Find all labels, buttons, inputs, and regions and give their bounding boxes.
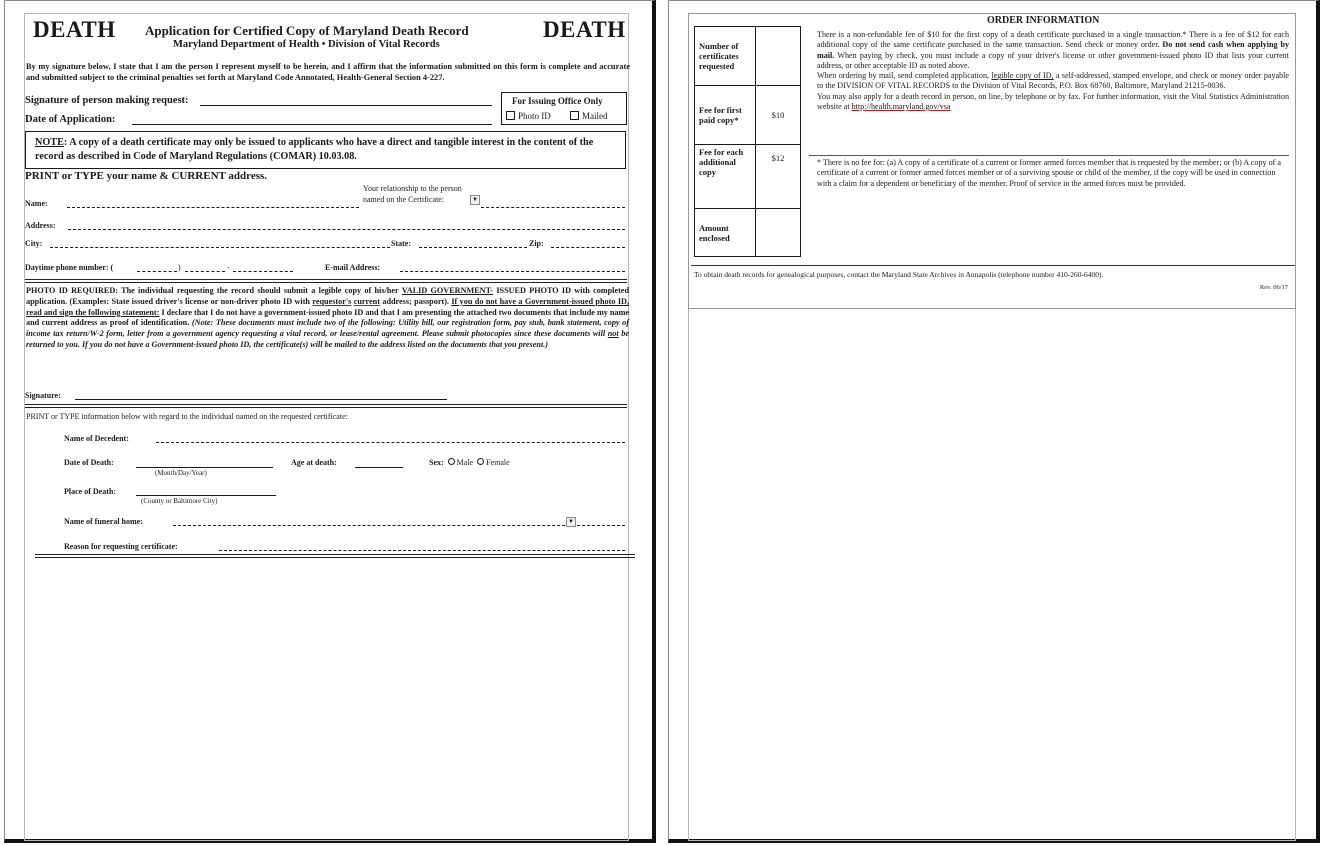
sex-male-radio[interactable] <box>448 458 455 465</box>
sex-female-radio[interactable] <box>477 458 484 465</box>
print-info-heading: PRINT or TYPE information below with regard to the individual named on the requested certificate: <box>26 412 348 421</box>
issuing-office-title: For Issuing Office Only <box>512 96 603 106</box>
photo-id-current: current <box>353 296 380 306</box>
order-info-legible-id: legible copy of ID, <box>991 71 1054 81</box>
sex-group <box>429 458 510 467</box>
form-subtitle: Maryland Department of Health • Division of Vital Records <box>173 39 440 50</box>
order-info-check: When paying by check, you must include a copy of your driver's license or other government-issued photo ID that lists your current address, or other acceptable ID as noted above. <box>817 50 1289 70</box>
section-divider-1 <box>25 279 627 283</box>
signature2-label: Signature: <box>25 391 61 400</box>
section-divider-2 <box>25 404 627 408</box>
place-label: Place of Death: <box>64 487 116 496</box>
email-label: E-mail Address: <box>325 263 381 272</box>
order-row <box>695 86 801 145</box>
place-hint: (County or Baltimore City) <box>141 497 218 505</box>
order-title: ORDER INFORMATION <box>987 15 1100 26</box>
dod-label: Date of Death: <box>64 458 114 467</box>
order-label-additional: Fee for each additional copy <box>695 145 756 209</box>
photo-id-checkbox[interactable] <box>506 111 515 120</box>
sex-label: Sex: <box>429 458 444 467</box>
sex-male-label: Male <box>456 458 474 467</box>
name-label: Name: <box>25 199 48 208</box>
order-label-number: Number of certificates requested <box>695 27 756 86</box>
order-info-mail: When ordering by mail, send completed application, <box>817 71 990 81</box>
email-field[interactable] <box>400 271 625 272</box>
page-one <box>4 0 656 843</box>
order-info-mail-2: a self-addressed, stamped envelope, and check or money order payable to the DIVISION OF VITAL RECORDS to the Division of Vital Records, P.O. Box 68760, Baltimore, Maryland 21215-0036. <box>817 71 1289 91</box>
date-label: Date of Application: <box>25 114 116 125</box>
note-body: : A copy of a death certificate may only be issued to applicants who have a direct and tangible interest in the content of the record as described in Code of Maryland Regulations (COMAR) 10.03.08. <box>35 137 594 162</box>
header-left: DEATH <box>33 17 116 42</box>
zip-label: Zip: <box>529 239 544 248</box>
date-field[interactable] <box>132 124 492 125</box>
relationship-field[interactable] <box>481 207 625 208</box>
issuing-office-box <box>501 92 627 125</box>
order-info-apply: You may also apply for a death record in person, on line, by telephone or by fax. For further information, visit the Vital Statistics Administration website at <box>817 91 1289 112</box>
order-label-first-copy: Fee for first paid copy* <box>695 86 756 145</box>
photo-id-note-2: be returned to you. If you do not have a Government-issued photo ID, the certificate(s) will be mailed to the address listed on the documents that you present.) <box>26 329 629 349</box>
signature-field[interactable] <box>200 105 492 106</box>
photo-id-requestor: requestor's <box>312 296 352 306</box>
relationship-label-2: named on the Certificate: <box>363 195 445 204</box>
phone-line-field[interactable] <box>233 271 293 272</box>
note-text <box>35 136 605 164</box>
archives-text: To obtain death records for genealogical purposes, contact the Maryland State Archives in Annapolis (telephone number 410-260-6400). <box>694 270 1104 279</box>
phone-prefix-field[interactable] <box>185 271 225 272</box>
print-heading: PRINT or TYPE your name & CURRENT address. <box>25 170 268 182</box>
relationship-label-1: Your relationship to the person <box>363 184 462 193</box>
photo-id-valid: VALID GOVERNMENT- <box>401 286 494 295</box>
dod-hint: (Month/Day/Year) <box>155 469 207 477</box>
state-field[interactable] <box>419 247 527 248</box>
affirmation-text: By my signature below, I state that I am the person I represent myself to be herein, and I affirm that the information submitted on this form is complete and accurate and submitted subject to the criminal penalties set forth at Maryland Code Annotated, Health-General Section 4-227. <box>26 62 630 82</box>
order-table <box>694 26 801 257</box>
photo-id-not: not <box>607 329 619 339</box>
zip-field[interactable] <box>551 247 625 248</box>
photo-id-label: Photo ID <box>518 111 551 121</box>
funeral-field[interactable] <box>173 525 625 526</box>
age-field[interactable] <box>355 467 403 468</box>
revision-label: Rev. 06/17 <box>1259 284 1288 291</box>
reason-label: Reason for requesting certificate: <box>64 542 178 551</box>
vsa-website-link[interactable]: http://health.maryland.gov/vsa <box>851 102 951 112</box>
photo-id-no-id: If you do not have a Government-issued photo ID, read and sign the following statement: <box>26 296 629 317</box>
sex-female-label: Female <box>486 458 510 467</box>
order-value-first-copy: $10 <box>756 86 801 145</box>
order-info-text <box>817 30 1289 112</box>
reason-field[interactable] <box>219 550 625 551</box>
order-value-number[interactable] <box>756 27 801 86</box>
mailed-checkbox[interactable] <box>570 111 579 120</box>
header-right: DEATH <box>543 17 626 42</box>
photo-id-line3: address; passport). <box>382 296 449 306</box>
funeral-dropdown-icon[interactable]: ▼ <box>566 517 576 527</box>
order-value-additional: $12 <box>756 145 801 209</box>
order-row <box>695 209 801 257</box>
signature-label: Signature of person making request: <box>25 95 189 106</box>
mailed-option[interactable] <box>570 111 608 121</box>
address-field[interactable] <box>68 229 625 230</box>
order-info-fees: There is a non-refundable fee of $10 for the first copy of a death certificate purchased in a single transaction.* There is a fee of $12 for each additional copy of the same certificate purchased in the same transaction. Send check or money order. <box>817 30 1289 50</box>
funeral-label: Name of funeral home: <box>64 517 143 526</box>
photo-id-note: (Note: These documents must include two of the following: Utility bill, our registration form, pay stub, bank statement, copy of income tax return/W-2 form, letter from a government agency requesting a vital record, or lease/rental agreement. Please submit photocopies since these documents will <box>26 318 629 339</box>
note-box <box>25 131 626 169</box>
decedent-label: Name of Decedent: <box>64 434 129 443</box>
dod-field[interactable] <box>136 467 273 468</box>
page-two <box>668 0 1320 843</box>
photo-id-lead: PHOTO ID REQUIRED: The individual requesting the record should submit a legible copy of his/her <box>26 286 399 295</box>
decedent-field[interactable] <box>156 442 625 443</box>
photo-id-option[interactable] <box>506 111 551 121</box>
phone-label: Daytime phone number: ( <box>25 263 114 272</box>
order-info-no-cash: Do not send cash when applying by mail. <box>817 40 1289 60</box>
photo-id-declaration: I declare that I do not have a government-issued photo ID and that I am presenting the attached two documents that include my name and current address as proof of identification. <box>26 307 630 328</box>
section-divider-3 <box>35 554 635 558</box>
relationship-dropdown-icon[interactable]: ▼ <box>470 195 480 205</box>
name-field[interactable] <box>67 207 359 208</box>
footnote-divider <box>809 155 1289 156</box>
phone-mask-dash: - <box>227 263 230 272</box>
order-value-amount[interactable] <box>756 209 801 257</box>
order-row <box>695 145 801 209</box>
place-field[interactable] <box>136 495 276 496</box>
archives-divider <box>691 265 1295 266</box>
order-label-amount: Amount enclosed <box>695 209 756 257</box>
photo-id-section <box>26 286 629 351</box>
photo-id-line2: ISSUED PHOTO ID with completed application. (Examples: State issued driver's license or non-driver photo ID with <box>26 286 629 306</box>
city-label: City: <box>25 239 43 248</box>
footnote-text: * There is no fee for: (a) A copy of a certificate of a current or former armed forces member that is requested by the member; or (b) A copy of a certificate of a current or former armed forces member or of a surviving spouse or child of the member, if the copy will be used in connection with a claim for a dependent or beneficiary of the member. Proof of service in the armed forces must be provided. <box>817 158 1281 188</box>
age-label: Age at death: <box>291 458 337 467</box>
phone-area-code-field[interactable] <box>137 271 177 272</box>
city-field[interactable] <box>50 247 390 248</box>
phone-mask-paren: ) <box>178 263 181 272</box>
state-label: State: <box>391 239 411 248</box>
address-label: Address: <box>25 221 56 230</box>
form-title: Application for Certified Copy of Maryland Death Record <box>145 23 469 38</box>
signature2-field[interactable] <box>75 399 447 400</box>
note-label: NOTE <box>35 137 64 148</box>
mailed-label: Mailed <box>582 111 608 121</box>
order-row <box>695 27 801 86</box>
